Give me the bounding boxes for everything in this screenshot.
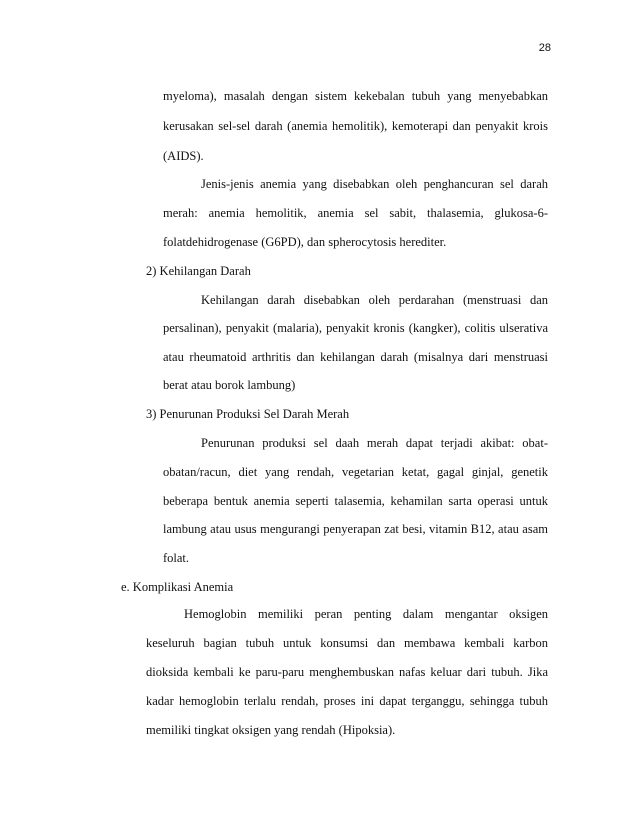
text-line: Hemoglobin memiliki peran penting dalam mengantar oksigen <box>184 607 548 621</box>
text-line: Kehilangan darah disebabkan oleh perdarahan (menstruasi dan <box>201 293 548 307</box>
text-line: myeloma), masalah dengan sistem kekebalan tubuh yang menyebabkan <box>163 89 548 103</box>
list-item-heading: 3) Penurunan Produksi Sel Darah Merah <box>146 407 350 421</box>
section-heading: e. Komplikasi Anemia <box>121 580 234 594</box>
text-line: kadar hemoglobin terlalu rendah, proses ini dapat terganggu, sehingga tubuh <box>146 694 548 708</box>
text-line: lambung atau usus mengurangi penyerapan zat besi, vitamin B12, atau asam <box>163 522 548 536</box>
page-number: 28 <box>538 42 551 54</box>
text-line: memiliki tingkat oksigen yang rendah (Hipoksia). <box>146 723 396 737</box>
list-item-heading: 2) Kehilangan Darah <box>146 264 251 278</box>
text-line: merah: anemia hemolitik, anemia sel sabit, thalasemia, glukosa-6- <box>163 206 548 220</box>
text-line: beberapa bentuk anemia seperti talasemia, kehamilan sarta operasi untuk <box>163 494 548 508</box>
text-line: (AIDS). <box>163 149 204 163</box>
text-line: dioksida kembali ke paru-paru menghembuskan nafas keluar dari tubuh. Jika <box>146 665 548 679</box>
text-line: persalinan), penyakit (malaria), penyakit kronis (kangker), colitis ulserativa <box>163 321 548 335</box>
text-line: Penurunan produksi sel daah merah dapat terjadi akibat: obat- <box>201 436 548 450</box>
text-line: kerusakan sel-sel darah (anemia hemolitik), kemoterapi dan penyakit krois <box>163 119 548 133</box>
text-line: atau rheumatoid arthritis dan kehilangan darah (misalnya dari menstruasi <box>163 350 548 364</box>
text-line: obatan/racun, diet yang rendah, vegetarian ketat, gagal ginjal, genetik <box>163 465 548 479</box>
text-line: keseluruh bagian tubuh untuk konsumsi dan membawa kembali karbon <box>146 636 548 650</box>
text-line: folat. <box>163 551 190 565</box>
text-line: Jenis-jenis anemia yang disebabkan oleh penghancuran sel darah <box>201 177 548 191</box>
text-line: berat atau borok lambung) <box>163 378 296 392</box>
text-line: folatdehidrogenase (G6PD), dan spherocytosis herediter. <box>163 235 447 249</box>
